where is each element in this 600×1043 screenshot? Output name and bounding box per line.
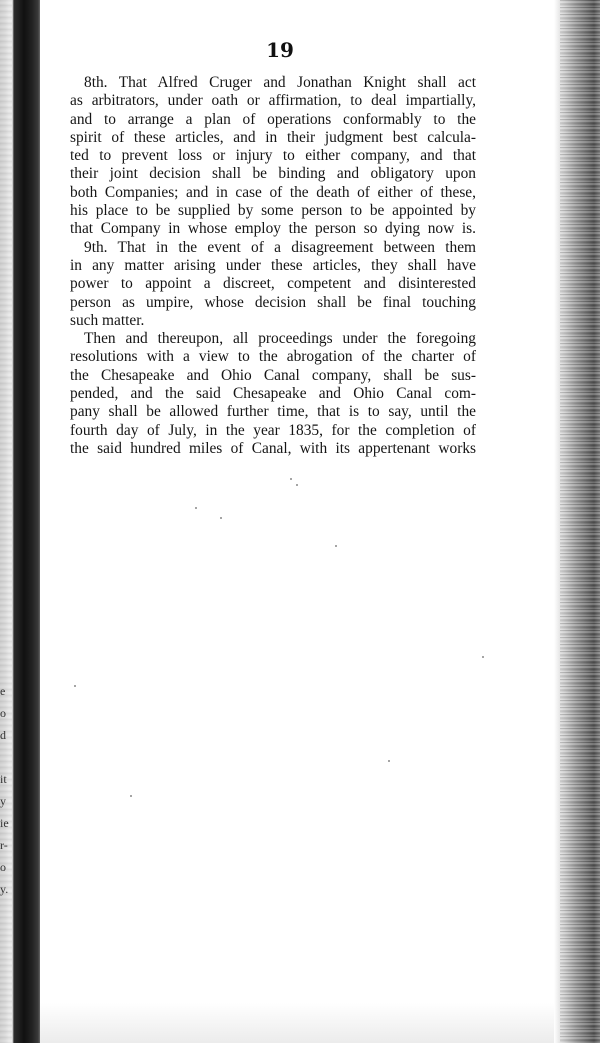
scan-speck — [220, 517, 222, 519]
scan-speck — [290, 478, 292, 480]
body-text — [70, 74, 476, 458]
scan-speck — [388, 760, 390, 762]
text-line: their joint decision shall be binding and obligatory upon — [70, 165, 476, 183]
text-line: such matter. — [70, 311, 145, 329]
text-line: 8th. That Alfred Cruger and Jonathan Knight shall act — [84, 74, 476, 91]
bleed-char: o — [0, 706, 6, 720]
bleed-char: ie — [0, 816, 9, 830]
bleed-char: d — [0, 728, 6, 742]
bleed-char: e — [0, 684, 6, 698]
paragraph-article-8 — [70, 74, 476, 239]
scan-speck — [482, 656, 484, 658]
bleed-through-text — [0, 680, 14, 900]
text-line: as arbitrators, under oath or affirmation, to deal impartially, — [70, 92, 476, 110]
text-line: his place to be supplied by some person to be appointed by — [70, 202, 476, 220]
bleed-char: it — [0, 772, 7, 786]
text-line: that Company in whose employ the person so dying now is. — [70, 220, 476, 238]
bleed-char: r- — [0, 838, 8, 852]
bottom-page-shade — [40, 1003, 554, 1043]
bleed-char — [0, 746, 14, 768]
text-line: resolutions with a view to the abrogation of the charter of — [70, 348, 476, 366]
text-line: fourth day of July, in the year 1835, for the completion of — [70, 421, 476, 439]
text-line: person as umpire, whose decision shall be final touching — [70, 293, 476, 311]
text-line: the said hundred miles of Canal, with its appertenant works — [70, 439, 476, 457]
scan-speck — [74, 685, 76, 687]
bleed-char: y. — [0, 882, 9, 896]
text-line: power to appoint a discreet, competent and disinterested — [70, 275, 476, 293]
text-line: pany shall be allowed further time, that is to say, until the — [70, 403, 476, 421]
scan-speck — [296, 484, 298, 486]
text-line: pended, and the said Chesapeake and Ohio Canal com- — [70, 385, 476, 403]
text-line: the Chesapeake and Ohio Canal company, shall be sus- — [70, 366, 476, 384]
text-line: both Companies; and in case of the death of either of these, — [70, 183, 476, 201]
scan-speck — [335, 545, 337, 547]
bleed-char: o — [0, 860, 6, 874]
text-line: Then and thereupon, all proceedings under the foregoing — [84, 330, 476, 348]
scan-speck — [195, 507, 197, 509]
text-line: ted to prevent loss or injury to either company, and that — [70, 147, 476, 165]
bleed-char: y — [0, 794, 6, 808]
page-number: 19 — [266, 38, 294, 62]
text-line: 9th. That in the event of a disagreement between them — [84, 238, 476, 256]
paragraph-resolution — [70, 330, 476, 458]
right-edge-scan-noise — [560, 0, 600, 1043]
text-line: and to arrange a plan of operations conformably to the — [70, 110, 476, 128]
text-line: spirit of these articles, and in their judgment best calcula- — [70, 128, 476, 146]
paragraph-article-9 — [70, 239, 476, 330]
scan-speck — [130, 795, 132, 797]
text-line: in any matter arising under these articles, they shall have — [70, 256, 476, 274]
